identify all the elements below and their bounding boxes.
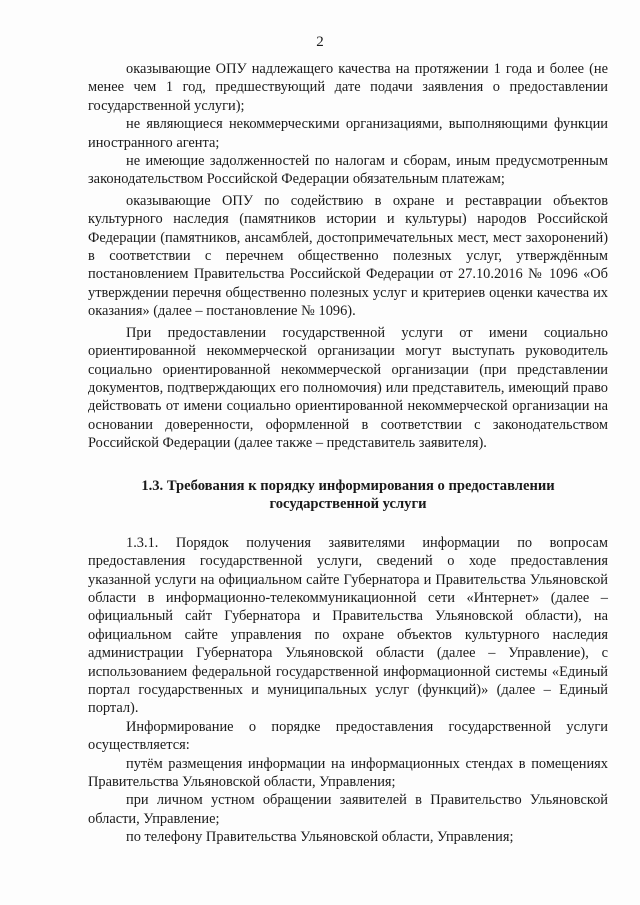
- document-body: [88, 60, 608, 847]
- section-heading: 1.3. Требования к порядку информирования о предоставлении государственной услуги: [141, 477, 555, 513]
- paragraph-criteria-debts: не имеющие задолженностей по налогам и сборам, иным предусмотренным законодательством Российской Федерации обязательным платежам;: [88, 153, 608, 188]
- paragraph-informing-intro: Информирование о порядке предоставления государственной услуги осуществляется:: [88, 718, 608, 754]
- page-number: 2: [316, 34, 324, 50]
- paragraph-informing-phone: по телефону Правительства Ульяновской области, Управления;: [126, 829, 514, 846]
- paragraph-representative: При предоставлении государственной услуги от имени социально ориентированной некоммерческой организации могут выступать руководитель социально ориентированной некоммерческой организации (при представлении документов, подтверждающих его полномочия) или представитель, имеющий право действовать от имени социально ориентированной некоммерческой организации на основании доверенности, оформленной в соответствии с законодательством Российской Федерации (далее также – представитель заявителя).: [88, 324, 608, 452]
- paragraph-criteria-quality: оказывающие ОПУ надлежащего качества на протяжении 1 года и более (не менее чем 1 год, предшествующий дате подачи заявления о предоставлении государственной услуги);: [88, 61, 608, 114]
- paragraph-informing-personal: при личном устном обращении заявителей в Правительство Ульяновской области, Управление;: [88, 792, 608, 827]
- paragraph-criteria-foreign-agent: не являющиеся некоммерческими организациями, выполняющими функции иностранного агента;: [88, 116, 608, 151]
- paragraph-1-3-1: 1.3.1. Порядок получения заявителями информации по вопросам предоставления государственной услуги, сведений о ходе предоставления указанной услуги на официальном сайте Губернатора и Правительства Ульяновской области в информационно-телекоммуникационной сети «Интернет» (далее – официальный сайт Губернатора и Правительства Ульяновской области), на официальном сайте управления по охране объектов культурного наследия администрации Губернатора Ульяновской области (далее – Управление), с использованием федеральной государственной информационной системы «Единый портал государственных и муниципальных услуг (функций)» (далее – Единый портал).: [88, 534, 608, 717]
- paragraph-informing-stands: путём размещения информации на информационных стендах в помещениях Правительства Ульяновской области, Управления;: [88, 755, 608, 790]
- paragraph-criteria-heritage: оказывающие ОПУ по содействию в охране и реставрации объектов культурного наследия (памятников истории и культуры) народов Российской Федерации (памятников, ансамблей, достопримечательных мест, мест захоронений) в соответствии с перечнем общественно полезных услуг, утверждённым постановлением Правительства Российской Федерации от 27.10.2016 № 1096 «Об утверждении перечня общественно полезных услуг и критериев оценки качества их оказания» (далее – постановление № 1096).: [88, 192, 608, 320]
